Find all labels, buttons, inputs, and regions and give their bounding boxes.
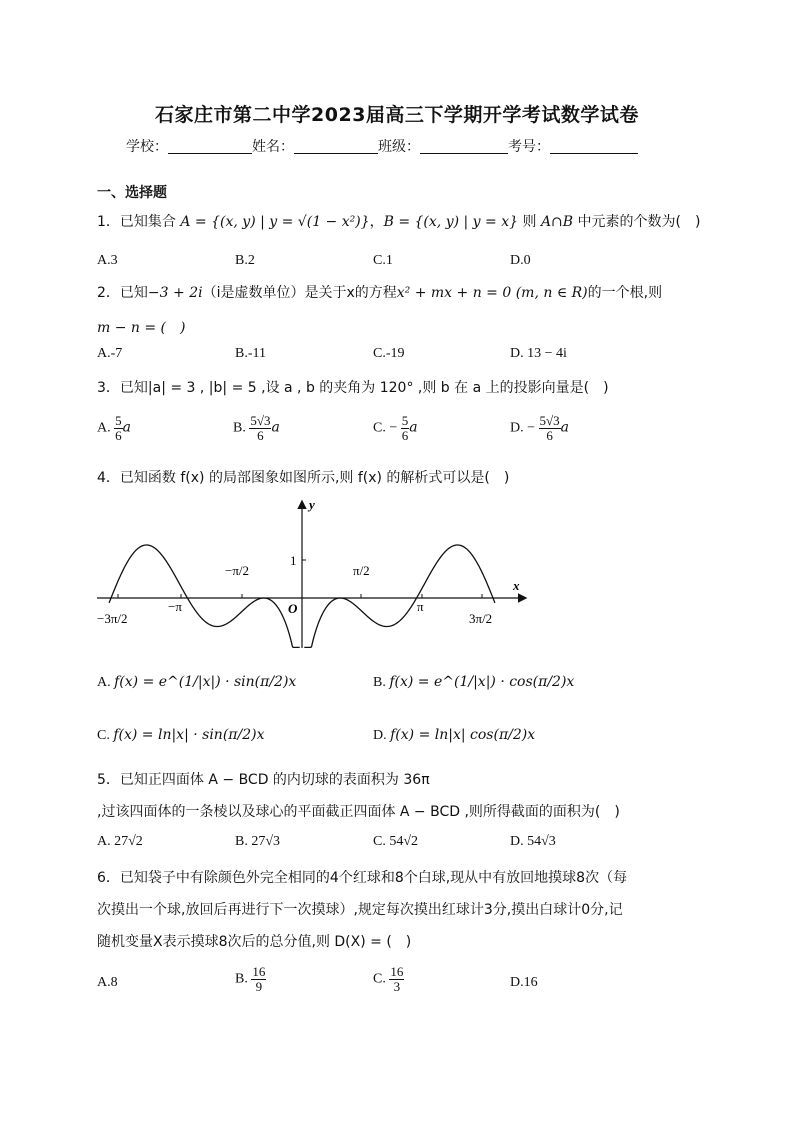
q1-set-a: A = {(x, y) | y = √(1 − x²)} — [180, 214, 370, 230]
q5-option-b[interactable]: B. 27√3 — [235, 834, 281, 849]
q6-c-num: 16 — [390, 964, 404, 979]
q5-option-a[interactable]: A. 27√2 — [97, 834, 143, 849]
question-3: 3．已知|a| = 3 , |b| = 5 ,设 a , b 的夹角为 120° ,则 b 在 a 上的投影向量是( ) — [97, 380, 609, 396]
q3-c-fraction — [401, 414, 410, 442]
q4-d-expr: f(x) = ln|x| cos(π/2)x — [390, 727, 536, 743]
q6-c-fraction — [389, 965, 404, 993]
q3-c-num: 5 — [401, 413, 409, 428]
q4-option-a[interactable] — [97, 674, 296, 691]
class-blank[interactable] — [420, 139, 508, 154]
q1-expr: A∩B — [540, 214, 574, 230]
q1-option-c[interactable]: C.1 — [373, 253, 393, 268]
class-label: 班级： — [378, 139, 420, 155]
q4-option-d[interactable] — [373, 727, 535, 744]
tick-label-three-half-pi: 3π/2 — [469, 611, 493, 626]
q2-option-d[interactable]: D. 13 − 4i — [510, 346, 567, 361]
q2-option-c[interactable]: C.-19 — [373, 346, 405, 361]
q3-a-label: A. — [97, 420, 111, 436]
q4-a-label: A. — [97, 675, 111, 690]
q2-option-b[interactable]: B.-11 — [235, 346, 266, 361]
q1-suffix: 中元素的个数为( ) — [577, 214, 701, 230]
y-axis-label: y — [309, 497, 315, 512]
q6-b-num: 16 — [252, 964, 266, 979]
q1-option-d[interactable]: D.0 — [510, 253, 531, 268]
function-curve — [304, 545, 495, 647]
q3-b-label: B. — [233, 420, 246, 436]
q3-b-var: a — [271, 419, 280, 436]
q3-d-label: D. − — [510, 420, 536, 436]
question-6-line-2: 次摸出一个球,放回后再进行下一次摸球）,规定每次摸出红球计3分,摸出白球计0分,记 — [97, 902, 623, 918]
school-label: 学校： — [126, 139, 168, 155]
question-5-line-2: ,过该四面体的一条棱以及球心的平面截正四面体 A − BCD ,则所得截面的面积为( ) — [97, 804, 620, 820]
tick-label-pi: π — [417, 599, 424, 614]
q2-suffix: 的一个根,则 — [587, 285, 663, 301]
q2-prefix: 2．已知 — [97, 285, 148, 301]
q6-option-c[interactable] — [373, 965, 404, 993]
q3-a-var: a — [122, 419, 131, 436]
question-5-line-1: 5．已知正四面体 A − BCD 的内切球的表面积为 36π — [97, 772, 430, 788]
exam-number-blank[interactable] — [550, 139, 638, 154]
q3-option-a[interactable] — [97, 414, 131, 442]
function-graph — [95, 493, 535, 651]
q4-b-label: B. — [373, 675, 386, 690]
name-blank[interactable] — [294, 139, 378, 154]
origin-label: O — [288, 601, 298, 616]
tick-label-neg-pi: −π — [168, 599, 182, 614]
question-4: 4．已知函数 f(x) 的局部图象如图所示,则 f(x) 的解析式可以是( ) — [97, 470, 510, 486]
q6-b-fraction — [251, 965, 266, 993]
q1-option-b[interactable]: B.2 — [235, 253, 255, 268]
q3-b-num: 5√3 — [250, 413, 271, 428]
tick-label-half-pi: π/2 — [353, 563, 370, 578]
q4-option-b[interactable] — [373, 674, 574, 691]
q6-c-den: 3 — [393, 978, 401, 994]
q6-option-b[interactable] — [235, 965, 266, 993]
q1-suffix-pre: 则 — [522, 214, 537, 230]
q3-d-fraction — [539, 414, 561, 442]
q3-option-d[interactable] — [510, 414, 569, 442]
q3-d-var: a — [560, 419, 570, 436]
q6-option-a[interactable]: A.8 — [97, 975, 118, 990]
section-heading: 一、选择题 — [97, 185, 167, 201]
q6-option-d[interactable]: D.16 — [510, 975, 538, 990]
q3-c-var: a — [409, 419, 418, 436]
q3-option-c[interactable] — [373, 414, 418, 442]
q1-prefix: 1．已知集合 — [97, 214, 176, 230]
q3-d-den: 6 — [546, 427, 553, 443]
q1-sep: ， — [369, 214, 384, 230]
q3-c-label: C. − — [373, 420, 398, 436]
q2-line-2: m − n = ( ) — [97, 320, 186, 336]
function-curve — [109, 545, 300, 647]
question-2 — [97, 282, 662, 302]
student-info-row — [126, 136, 638, 156]
page-title: 石家庄市第二中学2023届高三下学期开学考试数学试卷 — [155, 104, 639, 126]
q6-b-label: B. — [235, 971, 248, 987]
q6-c-label: C. — [373, 971, 386, 987]
q4-a-expr: f(x) = e^(1/|x|) · sin(π/2)x — [114, 674, 297, 690]
q2-equation: x² + mx + n = 0 (m, n ∈ R) — [396, 285, 588, 301]
q3-c-den: 6 — [401, 427, 409, 443]
school-blank[interactable] — [168, 139, 252, 154]
q3-b-fraction — [249, 414, 271, 442]
q4-b-expr: f(x) = e^(1/|x|) · cos(π/2)x — [389, 674, 575, 690]
q4-option-c[interactable] — [97, 727, 264, 744]
q3-option-b[interactable] — [233, 414, 280, 442]
q5-option-d[interactable]: D. 54√3 — [510, 834, 556, 849]
name-label: 姓名： — [252, 139, 294, 155]
tick-label-one: 1 — [290, 553, 297, 568]
tick-label-neg-half-pi: −π/2 — [225, 563, 250, 578]
q3-a-num: 5 — [115, 413, 122, 428]
x-axis-label: x — [513, 578, 520, 593]
q1-set-b: B = {(x, y) | y = x} — [383, 214, 519, 230]
tick-label-neg-three-half-pi: −3π/2 — [97, 611, 128, 626]
exam-number-label: 考号： — [508, 139, 550, 155]
q1-option-a[interactable]: A.3 — [97, 253, 118, 268]
q4-c-label: C. — [97, 728, 110, 743]
q3-d-num: 5√3 — [539, 413, 560, 428]
question-6-line-1: 6．已知袋子中有除颜色外完全相同的4个红球和8个白球,现从中有放回地摸球8次（每 — [97, 870, 628, 886]
q3-a-fraction — [114, 414, 123, 442]
q2-root: −3 + 2i — [147, 285, 203, 301]
q4-d-label: D. — [373, 728, 387, 743]
q6-b-den: 9 — [255, 978, 263, 994]
question-6-line-3: 随机变量X表示摸球8次后的总分值,则 D(X) = ( ) — [97, 934, 412, 950]
q2-mid: （i是虚数单位）是关于x的方程 — [202, 285, 397, 301]
q4-c-expr: f(x) = ln|x| · sin(π/2)x — [113, 727, 265, 743]
q2-option-a[interactable]: A.-7 — [97, 346, 123, 361]
q3-a-den: 6 — [115, 427, 122, 443]
question-1 — [97, 211, 700, 231]
q5-option-c[interactable]: C. 54√2 — [373, 834, 419, 849]
q3-b-den: 6 — [257, 427, 264, 443]
